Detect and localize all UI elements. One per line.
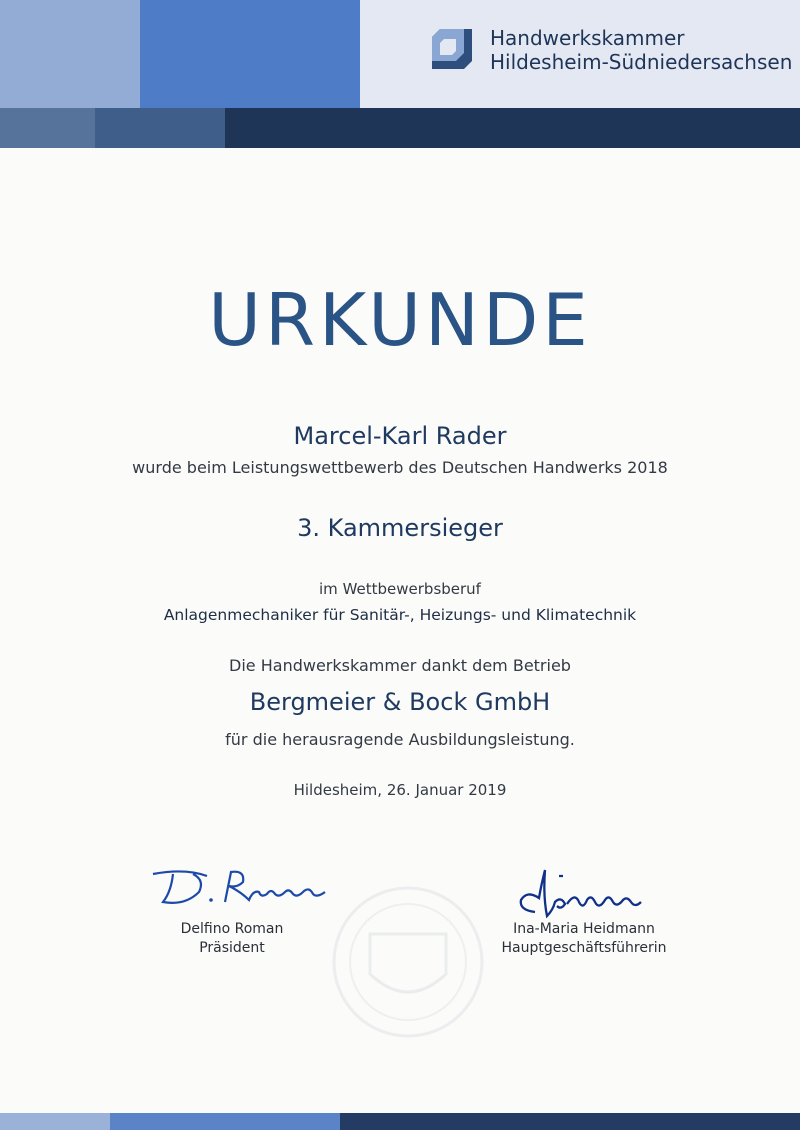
director-signature-icon: [505, 866, 655, 926]
signer-president: [132, 920, 332, 958]
footer-block-dark: [340, 1113, 800, 1130]
president-signature-icon: [145, 862, 345, 912]
banner-block-mid: [140, 0, 360, 108]
signer-role: Hauptgeschäftsführerin: [501, 940, 667, 956]
header-banner: [0, 0, 800, 148]
banner-block-light: [0, 0, 140, 108]
signer-name: Delfino Roman: [180, 921, 284, 937]
company-name: Bergmeier & Bock GmbH: [249, 688, 551, 716]
profession: Anlagenmechaniker für Sanitär-, Heizungs- und Klimatechnik: [163, 606, 637, 624]
certificate-title: URKUNDE: [208, 278, 592, 362]
banner-strip-3: [225, 108, 800, 148]
signer-name: Ina-Maria Heidmann: [513, 921, 655, 937]
embossed-seal-icon: [328, 882, 488, 1042]
placement: 3. Kammersieger: [297, 514, 503, 542]
footer-block-light: [0, 1113, 110, 1130]
banner-strip-2: [95, 108, 225, 148]
chamber-logo-icon: [430, 27, 474, 71]
thanks-reason: für die herausragende Ausbildungsleistung.: [225, 730, 575, 749]
recipient-name: Marcel-Karl Rader: [293, 422, 507, 450]
competition-line: wurde beim Leistungswettbewerb des Deutschen Handwerks 2018: [132, 458, 668, 477]
org-line-2: Hildesheim-Südniedersachsen: [490, 50, 793, 74]
org-line-1: Handwerkskammer: [490, 26, 685, 50]
thanks-intro: Die Handwerkskammer dankt dem Betrieb: [229, 656, 571, 675]
organization-name: [490, 26, 792, 74]
signer-director: [484, 920, 684, 958]
profession-intro: im Wettbewerbsberuf: [319, 580, 481, 598]
banner-strip-1: [0, 108, 95, 148]
place-date: Hildesheim, 26. Januar 2019: [293, 781, 507, 799]
signer-role: Präsident: [199, 940, 265, 956]
footer-block-mid: [110, 1113, 340, 1130]
footer-banner: [0, 1113, 800, 1130]
